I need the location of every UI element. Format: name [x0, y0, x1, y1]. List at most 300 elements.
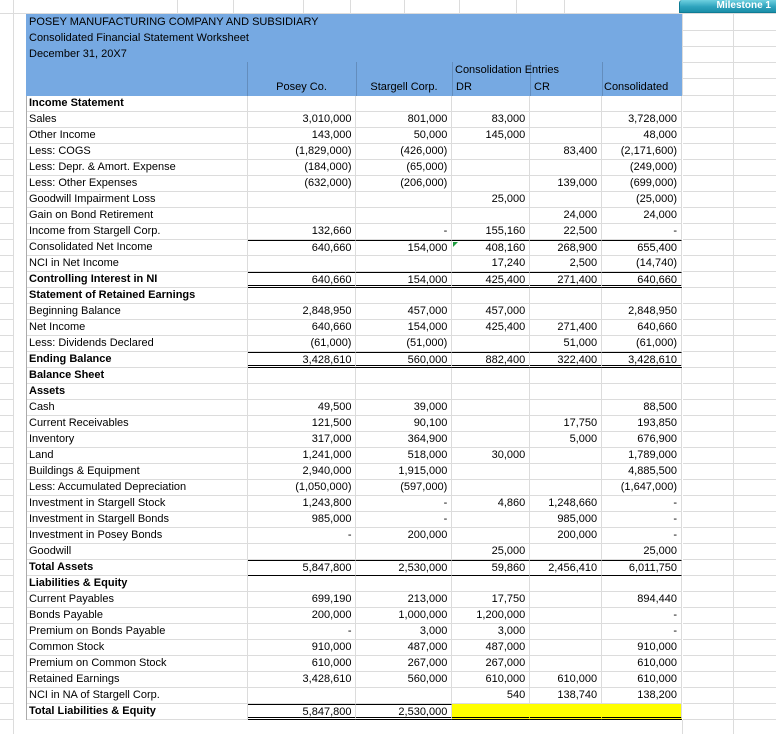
cell-posey[interactable]	[248, 672, 357, 688]
cell-cr[interactable]	[530, 192, 602, 208]
cell-label[interactable]	[27, 512, 248, 528]
cell-cr[interactable]	[530, 96, 602, 112]
cell-cons[interactable]	[602, 416, 682, 432]
cell-stargell[interactable]	[356, 96, 452, 112]
table-row	[27, 224, 682, 240]
cell-cons[interactable]	[602, 656, 682, 672]
cell-cons[interactable]	[602, 336, 682, 352]
cell-cons[interactable]	[602, 624, 682, 640]
cell-dr[interactable]	[452, 400, 530, 416]
cell-cr[interactable]	[530, 224, 602, 240]
cell-label[interactable]	[27, 496, 248, 512]
cell-posey[interactable]	[248, 352, 357, 368]
cell-posey[interactable]	[248, 560, 357, 576]
cell-dr[interactable]	[452, 240, 530, 256]
cell-dr[interactable]	[452, 256, 530, 272]
cell-cr[interactable]	[530, 416, 602, 432]
cell-cr[interactable]	[530, 352, 602, 368]
cell-cons[interactable]	[602, 224, 682, 240]
cell-dr[interactable]	[452, 352, 530, 368]
cell-dr[interactable]	[452, 128, 530, 144]
cell-label[interactable]	[27, 416, 248, 432]
cell-value: 425,400	[485, 274, 526, 286]
cell-label[interactable]	[27, 560, 248, 576]
cell-cr[interactable]	[530, 544, 602, 560]
gridline	[682, 30, 776, 31]
cell-value: 676,900	[637, 433, 677, 445]
cell-stargell[interactable]	[356, 368, 452, 384]
cell-dr[interactable]	[452, 512, 530, 528]
cell-dr[interactable]	[452, 480, 530, 496]
cell-posey[interactable]	[248, 160, 357, 176]
cell-label[interactable]	[27, 432, 248, 448]
cell-cr[interactable]	[530, 176, 602, 192]
column-header-posey[interactable]: Posey Co.	[276, 81, 327, 93]
cell-stargell[interactable]	[356, 128, 452, 144]
cell-cons[interactable]	[602, 480, 682, 496]
cell-value: (61,000)	[636, 337, 677, 349]
cell-stargell[interactable]	[356, 208, 452, 224]
cell-value: (1,829,000)	[295, 145, 352, 157]
cell-stargell[interactable]	[356, 384, 452, 400]
cell-stargell[interactable]	[356, 464, 452, 480]
cell-cons[interactable]	[602, 688, 682, 704]
cell-cons[interactable]	[602, 304, 682, 320]
cell-cr[interactable]	[530, 144, 602, 160]
cell-stargell[interactable]	[356, 624, 452, 640]
cell-cr[interactable]	[530, 240, 602, 256]
column-header-dr[interactable]: DR	[456, 81, 472, 93]
table-row	[27, 400, 682, 416]
cell-value: 2,848,950	[302, 305, 352, 317]
cell-stargell[interactable]	[356, 608, 452, 624]
cell-label[interactable]	[27, 608, 248, 624]
cell-posey[interactable]	[248, 368, 357, 384]
cell-posey[interactable]	[248, 96, 357, 112]
cell-label[interactable]	[27, 288, 248, 304]
gutter-gridlines	[0, 96, 13, 721]
cell-label[interactable]	[27, 144, 248, 160]
cell-stargell[interactable]	[356, 496, 452, 512]
cell-value: 50,000	[413, 129, 448, 141]
cell-value: 121,500	[311, 417, 352, 429]
cell-label[interactable]	[27, 528, 248, 544]
cell-cr[interactable]	[530, 448, 602, 464]
cell-stargell[interactable]	[356, 400, 452, 416]
cell-dr[interactable]	[452, 224, 530, 240]
cell-posey[interactable]	[248, 256, 357, 272]
cell-cr[interactable]	[530, 288, 602, 304]
cell-stargell[interactable]	[356, 688, 452, 704]
cell-label[interactable]	[27, 272, 248, 288]
cell-value: 3,000	[497, 625, 526, 637]
cell-cr[interactable]	[530, 608, 602, 624]
cell-value: -	[673, 625, 677, 637]
cell-cons[interactable]	[602, 448, 682, 464]
cell-label[interactable]	[27, 656, 248, 672]
cell-stargell[interactable]	[356, 288, 452, 304]
cell-dr[interactable]	[452, 192, 530, 208]
cell-cons[interactable]	[602, 128, 682, 144]
cell-cons[interactable]	[602, 672, 682, 688]
cell-label[interactable]	[27, 704, 248, 720]
cell-posey[interactable]	[248, 576, 357, 592]
cell-cons[interactable]	[602, 640, 682, 656]
cell-dr[interactable]	[452, 336, 530, 352]
cell-label[interactable]	[27, 384, 248, 400]
table-row	[27, 336, 682, 352]
cell-cr[interactable]	[530, 560, 602, 576]
column-header-spacer	[26, 78, 247, 96]
cell-dr[interactable]	[452, 112, 530, 128]
cell-posey[interactable]	[248, 416, 357, 432]
cell-stargell[interactable]	[356, 240, 452, 256]
cell-cr[interactable]	[530, 512, 602, 528]
table-row	[27, 272, 682, 288]
cell-cons[interactable]	[602, 592, 682, 608]
table-row	[27, 656, 682, 672]
cell-value: 5,847,800	[302, 706, 352, 718]
cell-cr[interactable]	[530, 592, 602, 608]
cell-posey[interactable]	[248, 192, 357, 208]
cell-dr[interactable]	[452, 384, 530, 400]
cell-cr[interactable]	[530, 304, 602, 320]
cell-posey[interactable]	[248, 704, 357, 720]
cell-value: 1,000,000	[398, 609, 448, 621]
cell-cons[interactable]	[602, 576, 682, 592]
cell-cons[interactable]	[602, 320, 682, 336]
cell-stargell[interactable]	[356, 352, 452, 368]
cell-label[interactable]	[27, 592, 248, 608]
cell-cr[interactable]	[530, 400, 602, 416]
gridline	[682, 46, 776, 47]
cell-cons[interactable]	[602, 704, 682, 720]
cell-cons[interactable]	[602, 272, 682, 288]
cell-dr[interactable]	[452, 208, 530, 224]
cell-value: (249,000)	[629, 161, 677, 173]
cell-posey[interactable]	[248, 304, 357, 320]
cell-dr[interactable]	[452, 528, 530, 544]
cell-dr[interactable]	[452, 416, 530, 432]
cell-dr[interactable]	[452, 144, 530, 160]
cell-cr[interactable]	[530, 272, 602, 288]
cell-label[interactable]	[27, 400, 248, 416]
cell-cons[interactable]	[602, 560, 682, 576]
cell-cr[interactable]	[530, 640, 602, 656]
cell-dr[interactable]	[452, 288, 530, 304]
cell-posey[interactable]	[248, 112, 357, 128]
table-row	[27, 384, 682, 400]
cell-value: (2,171,600)	[620, 145, 677, 157]
cell-dr[interactable]	[452, 432, 530, 448]
cell-stargell[interactable]	[356, 160, 452, 176]
cell-cons[interactable]	[602, 496, 682, 512]
cell-cr[interactable]	[530, 320, 602, 336]
cell-cons[interactable]	[602, 176, 682, 192]
cell-label[interactable]	[27, 192, 248, 208]
cell-value: 271,400	[557, 274, 598, 286]
cell-posey[interactable]	[248, 624, 357, 640]
row-label: Gain on Bond Retirement	[29, 209, 154, 221]
cell-value: -	[673, 609, 677, 621]
cell-label[interactable]	[27, 224, 248, 240]
cell-stargell[interactable]	[356, 112, 452, 128]
cell-posey[interactable]	[248, 512, 357, 528]
cell-cr[interactable]	[530, 480, 602, 496]
cell-stargell[interactable]	[356, 592, 452, 608]
cell-cons[interactable]	[602, 544, 682, 560]
cell-posey[interactable]	[248, 224, 357, 240]
cell-value: (14,740)	[636, 257, 677, 269]
cell-posey[interactable]	[248, 288, 357, 304]
cell-dr[interactable]	[452, 624, 530, 640]
cell-posey[interactable]	[248, 544, 357, 560]
cell-stargell[interactable]	[356, 192, 452, 208]
cell-cons[interactable]	[602, 256, 682, 272]
cell-value: 139,000	[557, 177, 598, 189]
row-label: Ending Balance	[29, 353, 112, 365]
cell-cons[interactable]	[602, 464, 682, 480]
cell-posey[interactable]	[248, 656, 357, 672]
cell-stargell[interactable]	[356, 432, 452, 448]
cell-stargell[interactable]	[356, 416, 452, 432]
cell-cr[interactable]	[530, 624, 602, 640]
cell-label[interactable]	[27, 672, 248, 688]
cell-cons[interactable]	[602, 96, 682, 112]
table-row	[27, 192, 682, 208]
cell-dr[interactable]	[452, 304, 530, 320]
cell-label[interactable]	[27, 320, 248, 336]
cell-posey[interactable]	[248, 480, 357, 496]
cell-stargell[interactable]	[356, 544, 452, 560]
cell-value: -	[347, 529, 352, 541]
cell-value: 17,240	[491, 257, 526, 269]
cell-dr[interactable]	[452, 656, 530, 672]
cell-posey[interactable]	[248, 144, 357, 160]
cell-cons[interactable]	[602, 288, 682, 304]
cell-value: 132,660	[311, 225, 352, 237]
cell-dr[interactable]	[452, 704, 530, 720]
sheet-tab-milestone-1[interactable]	[679, 0, 776, 13]
cell-cons[interactable]	[602, 240, 682, 256]
cell-stargell[interactable]	[356, 336, 452, 352]
cell-posey[interactable]	[248, 688, 357, 704]
cell-stargell[interactable]	[356, 576, 452, 592]
cell-dr[interactable]	[452, 640, 530, 656]
cell-stargell[interactable]	[356, 144, 452, 160]
cell-label[interactable]	[27, 576, 248, 592]
cell-cr[interactable]	[530, 528, 602, 544]
cell-label[interactable]	[27, 688, 248, 704]
cell-cons[interactable]	[602, 192, 682, 208]
cell-dr[interactable]	[452, 368, 530, 384]
cell-label[interactable]	[27, 112, 248, 128]
cell-stargell[interactable]	[356, 304, 452, 320]
cell-value: 985,000	[311, 513, 352, 525]
column-header-stargell[interactable]: Stargell Corp.	[370, 81, 438, 93]
cell-cons[interactable]	[602, 112, 682, 128]
cell-cons[interactable]	[602, 352, 682, 368]
row-label: NCI in Net Income	[29, 257, 119, 269]
table-row	[27, 608, 682, 624]
cell-stargell[interactable]	[356, 704, 452, 720]
cell-stargell[interactable]	[356, 176, 452, 192]
cell-label[interactable]	[27, 160, 248, 176]
table-row	[27, 320, 682, 336]
cell-cons[interactable]	[602, 608, 682, 624]
cell-label[interactable]	[27, 304, 248, 320]
cell-cr[interactable]	[530, 464, 602, 480]
row-label: Current Receivables	[29, 417, 129, 429]
cell-label[interactable]	[27, 480, 248, 496]
cell-cr[interactable]	[530, 368, 602, 384]
cell-dr[interactable]	[452, 96, 530, 112]
cell-value: 408,160	[485, 242, 526, 254]
row-label: Statement of Retained Earnings	[29, 289, 196, 301]
cell-label[interactable]	[27, 176, 248, 192]
cell-value: 487,000	[485, 641, 526, 653]
cell-label[interactable]	[27, 128, 248, 144]
cell-dr[interactable]	[452, 176, 530, 192]
cell-label[interactable]	[27, 240, 248, 256]
cell-cons[interactable]	[602, 160, 682, 176]
cell-posey[interactable]	[248, 432, 357, 448]
row-label: Beginning Balance	[29, 305, 121, 317]
cell-cr[interactable]	[530, 384, 602, 400]
cell-dr[interactable]	[452, 448, 530, 464]
cell-stargell[interactable]	[356, 224, 452, 240]
cell-dr[interactable]	[452, 496, 530, 512]
cell-cons[interactable]	[602, 208, 682, 224]
cell-posey[interactable]	[248, 496, 357, 512]
cell-label[interactable]	[27, 368, 248, 384]
cell-dr[interactable]	[452, 160, 530, 176]
cell-cons[interactable]	[602, 368, 682, 384]
cell-cr[interactable]	[530, 688, 602, 704]
column-header-cr[interactable]: CR	[534, 81, 550, 93]
cell-label[interactable]	[27, 544, 248, 560]
cell-posey[interactable]	[248, 176, 357, 192]
row-label: Bonds Payable	[29, 609, 103, 621]
cell-posey[interactable]	[248, 208, 357, 224]
row-label: Land	[29, 449, 54, 461]
cell-value: 910,000	[311, 641, 352, 653]
cell-dr[interactable]	[452, 272, 530, 288]
cell-stargell[interactable]	[356, 512, 452, 528]
cell-value: 640,660	[637, 321, 677, 333]
cell-dr[interactable]	[452, 320, 530, 336]
cell-cr[interactable]	[530, 128, 602, 144]
cell-posey[interactable]	[248, 608, 357, 624]
cell-cr[interactable]	[530, 656, 602, 672]
cell-label[interactable]	[27, 640, 248, 656]
cell-stargell[interactable]	[356, 528, 452, 544]
cell-value: 4,860	[497, 497, 526, 509]
cell-cr[interactable]	[530, 160, 602, 176]
cell-label[interactable]	[27, 336, 248, 352]
cell-posey[interactable]	[248, 320, 357, 336]
sheet-date: December 31, 20X7	[29, 48, 127, 60]
cell-label[interactable]	[27, 256, 248, 272]
cell-posey[interactable]	[248, 640, 357, 656]
cell-posey[interactable]	[248, 272, 357, 288]
cell-dr[interactable]	[452, 592, 530, 608]
cell-value: (699,000)	[629, 177, 677, 189]
cell-label[interactable]	[27, 96, 248, 112]
cell-label[interactable]	[27, 208, 248, 224]
cell-cr[interactable]	[530, 496, 602, 512]
cell-stargell[interactable]	[356, 272, 452, 288]
column-header-consolidated[interactable]: Consolidated	[604, 81, 669, 93]
cell-posey[interactable]	[248, 240, 357, 256]
cell-dr[interactable]	[452, 608, 530, 624]
cell-stargell[interactable]	[356, 672, 452, 688]
cell-stargell[interactable]	[356, 480, 452, 496]
cell-label[interactable]	[27, 352, 248, 368]
cell-dr[interactable]	[452, 576, 530, 592]
cell-cr[interactable]	[530, 208, 602, 224]
sheet-title: POSEY MANUFACTURING COMPANY AND SUBSIDIARY	[29, 16, 319, 28]
cell-cons[interactable]	[602, 400, 682, 416]
cell-label[interactable]	[27, 624, 248, 640]
cell-cr[interactable]	[530, 336, 602, 352]
cell-stargell[interactable]	[356, 256, 452, 272]
cell-stargell[interactable]	[356, 560, 452, 576]
cell-cr[interactable]	[530, 256, 602, 272]
table-row	[27, 528, 682, 544]
cell-dr[interactable]	[452, 688, 530, 704]
cell-stargell[interactable]	[356, 448, 452, 464]
cell-value: 59,860	[491, 562, 526, 574]
cell-label[interactable]	[27, 448, 248, 464]
cell-stargell[interactable]	[356, 320, 452, 336]
gridline	[682, 62, 776, 63]
cell-label[interactable]	[27, 464, 248, 480]
cell-stargell[interactable]	[356, 640, 452, 656]
cell-value: (426,000)	[400, 145, 448, 157]
cell-cons[interactable]	[602, 432, 682, 448]
cell-value: 25,000	[491, 193, 526, 205]
cell-value: 145,000	[485, 129, 526, 141]
cell-dr[interactable]	[452, 544, 530, 560]
cell-cons[interactable]	[602, 144, 682, 160]
cell-cons[interactable]	[602, 384, 682, 400]
cell-stargell[interactable]	[356, 656, 452, 672]
cell-posey[interactable]	[248, 400, 357, 416]
worksheet-table	[26, 96, 682, 720]
cell-posey[interactable]	[248, 128, 357, 144]
cell-cr[interactable]	[530, 112, 602, 128]
cell-dr[interactable]	[452, 560, 530, 576]
cell-posey[interactable]	[248, 336, 357, 352]
cell-posey[interactable]	[248, 384, 357, 400]
cell-posey[interactable]	[248, 528, 357, 544]
cell-cr[interactable]	[530, 704, 602, 720]
cell-cr[interactable]	[530, 432, 602, 448]
cell-cr[interactable]	[530, 576, 602, 592]
cell-cons[interactable]	[602, 528, 682, 544]
cell-cr[interactable]	[530, 672, 602, 688]
cell-posey[interactable]	[248, 464, 357, 480]
cell-dr[interactable]	[452, 672, 530, 688]
table-row	[27, 640, 682, 656]
table-row	[27, 624, 682, 640]
cell-posey[interactable]	[248, 448, 357, 464]
cell-dr[interactable]	[452, 464, 530, 480]
cell-cons[interactable]	[602, 512, 682, 528]
cell-value: 2,456,410	[548, 562, 598, 574]
cell-posey[interactable]	[248, 592, 357, 608]
